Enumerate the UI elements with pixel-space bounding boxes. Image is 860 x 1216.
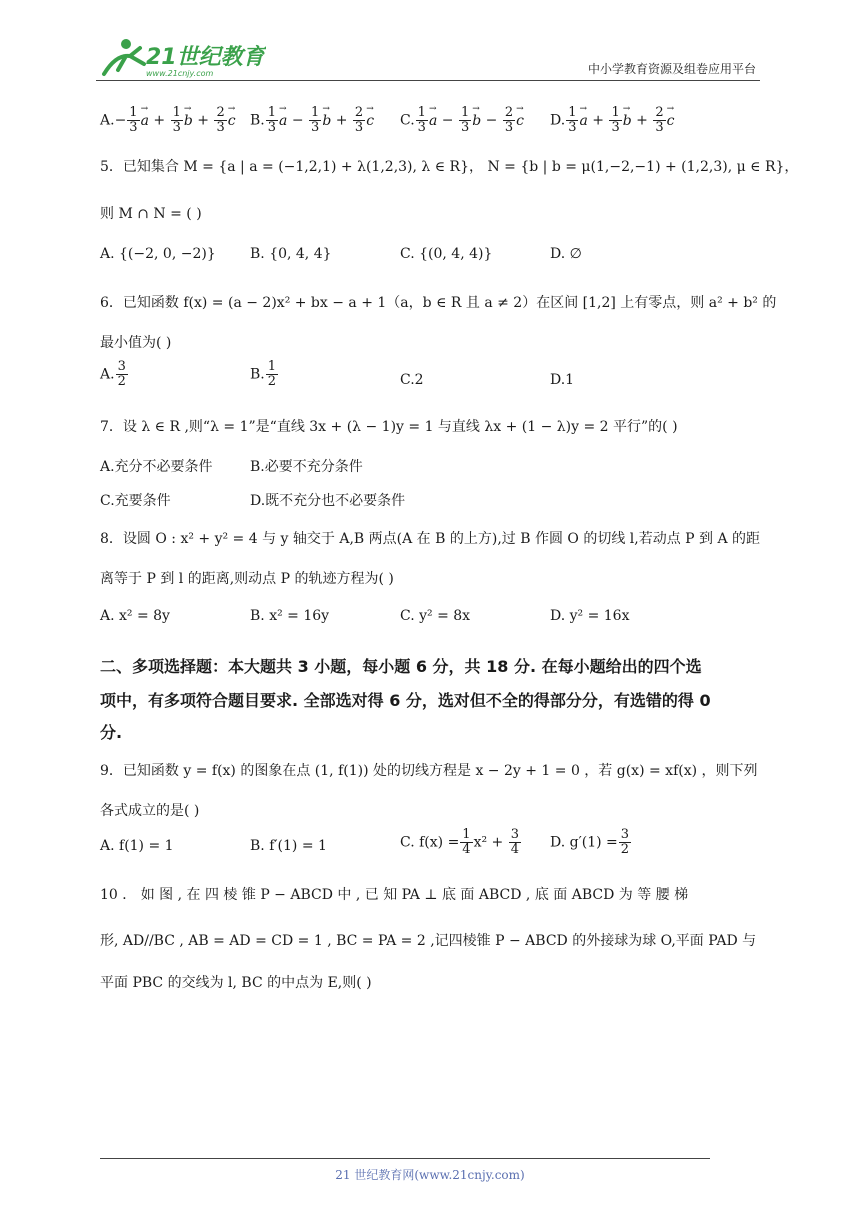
q8-stem-2: 离等于 P 到 l 的距离,则动点 P 的轨迹方程为( ) <box>100 571 394 587</box>
q8-option-b: B. x² = 16y <box>250 608 330 624</box>
q10-stem-2: 形, AD//BC , AB = AD = CD = 1 , BC = PA = 2 ,记四棱锥 P − ABCD 的外接球为球 O,平面 PAD 与 <box>100 933 757 949</box>
q10-stem-1: 10 ． 如 图 , 在 四 棱 锥 P − ABCD 中 , 已 知 PA ⊥ 底 面 ABCD , 底 面 ABCD 为 等 腰 梯 <box>100 887 689 903</box>
section2-heading-3: 分. <box>100 723 123 742</box>
footer-divider <box>100 1158 710 1159</box>
q4-option-a: A.− $\frac{1}{3}$ → a + $\frac{1}{3}$ → b + $\frac{2}{3}$ → c <box>100 106 236 135</box>
q5-option-c: C. {(0, 4, 4)} <box>400 246 493 262</box>
q8-option-a: A. x² = 8y <box>100 608 170 624</box>
q5-option-d: D. ∅ <box>550 246 582 262</box>
q7-option-c: C.充要条件 <box>100 493 171 509</box>
q5-option-a: A. {(−2, 0, −2)} <box>100 246 216 262</box>
section2-heading-1: 二、多项选择题：本大题共 3 小题，每小题 6 分，共 18 分. 在每小题给出的四个选 <box>100 657 702 676</box>
q5-option-b: B. {0, 4, 4} <box>250 246 332 262</box>
q5-stem-2: 则 M ∩ N = ( ) <box>100 206 202 222</box>
q6-stem-1: 6．已知函数 f(x) = (a − 2)x² + bx − a + 1（a，b ∈ R 且 a ≠ 2）在区间 [1,2] 上有零点，则 a² + b² 的 <box>100 295 777 311</box>
q9-option-a: A. f(1) = 1 <box>100 838 174 854</box>
svg-text:21世纪教育: 21世纪教育 <box>146 45 265 70</box>
q9-option-c: C. f(x) = $\frac{1}{4}$ x² + $\frac{3}{4}$ <box>400 827 519 857</box>
q6-option-a: A. $\frac{3}{2}$ <box>100 359 126 389</box>
header-divider <box>96 80 760 81</box>
section2-heading-2: 项中，有多项符合题目要求. 全部选对得 6 分，选对但不全的得部分分，有选错的得 0 <box>100 691 711 710</box>
logo-graphic <box>96 34 266 82</box>
q9-option-d: D. g′(1) = $\frac{3}{2}$ <box>550 827 630 857</box>
q8-option-d: D. y² = 16x <box>550 608 630 624</box>
q10-stem-3: 平面 PBC 的交线为 l, BC 的中点为 E,则( ) <box>100 975 372 991</box>
q9-option-b: B. f′(1) = 1 <box>250 838 327 854</box>
q6-option-d: D.1 <box>550 372 575 388</box>
q9-stem-2: 各式成立的是( ) <box>100 803 200 819</box>
q6-stem-2: 最小值为( ) <box>100 335 172 351</box>
q7-option-a: A.充分不必要条件 <box>100 459 213 475</box>
q4-option-d: D. $\frac{1}{3}$ → a + $\frac{1}{3}$ → b + $\frac{2}{3}$ → c <box>550 106 674 135</box>
q4-option-b: B. $\frac{1}{3}$ → a − $\frac{1}{3}$ → b + $\frac{2}{3}$ → c <box>250 106 374 135</box>
header-platform-text: 中小学教育资源及组卷应用平台 <box>587 62 756 76</box>
q7-option-b: B.必要不充分条件 <box>250 459 363 475</box>
q7-option-d: D.既不充分也不必要条件 <box>250 493 406 509</box>
q5-stem: 5．已知集合 M = {a | a = (−1,2,1) + λ(1,2,3), λ ∈ R}， N = {b | b = μ(1,−2,−1) + (1,2,3), μ ∈ R}， <box>100 159 799 175</box>
q8-stem-1: 8．设圆 O : x² + y² = 4 与 y 轴交于 A,B 两点(A 在 B 的上方),过 B 作圆 O 的切线 l,若动点 P 到 A 的距 <box>100 531 761 547</box>
svg-text:www.21cnjy.com: www.21cnjy.com <box>146 69 214 78</box>
logo <box>96 34 266 82</box>
q6-option-b: B. $\frac{1}{2}$ <box>250 359 277 389</box>
q9-stem-1: 9．已知函数 y = f(x) 的图象在点 (1, f(1)) 处的切线方程是 x − 2y + 1 = 0 ，若 g(x) = xf(x) ，则下列 <box>100 763 758 779</box>
q7-stem: 7．设 λ ∈ R ,则“λ = 1”是“直线 3x + (λ − 1)y = 1 与直线 λx + (1 − λ)y = 2 平行”的( ) <box>100 419 678 435</box>
footer-text: 21 世纪教育网(www.21cnjy.com) <box>335 1168 525 1182</box>
q4-option-c: C. $\frac{1}{3}$ → a − $\frac{1}{3}$ → b − $\frac{2}{3}$ → c <box>400 106 524 135</box>
q8-option-c: C. y² = 8x <box>400 608 471 624</box>
q6-option-c: C.2 <box>400 372 424 388</box>
